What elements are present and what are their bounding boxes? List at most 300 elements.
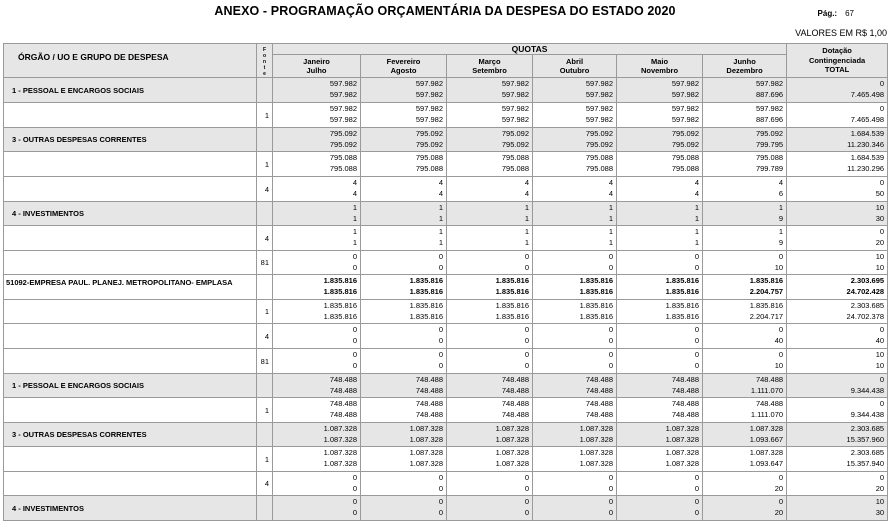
quota-cell — [617, 251, 703, 275]
second-half-value: 0 — [524, 335, 529, 345]
second-half-value: 597.982 — [501, 114, 529, 124]
contingenciada-value: 0 — [879, 325, 885, 334]
first-half-value: 1 — [524, 227, 529, 236]
first-half-value: 748.488 — [415, 399, 443, 408]
quota-cell — [617, 226, 703, 251]
second-half-value: 795.088 — [501, 163, 529, 173]
first-half-value: 795.088 — [501, 153, 529, 162]
fonte-letter: n — [262, 58, 267, 65]
second-half-value: 20 — [774, 483, 784, 493]
quota-cell — [361, 202, 447, 226]
total-cell — [787, 349, 888, 374]
second-half-value: 1 — [524, 213, 529, 223]
first-half-value: 0 — [694, 473, 699, 482]
quota-cell — [533, 300, 617, 324]
first-half-value: 597.982 — [329, 79, 357, 88]
second-half-value: 4 — [608, 188, 613, 198]
quota-cell — [273, 300, 361, 324]
first-half-value: 0 — [694, 325, 699, 334]
first-half-value: 795.092 — [501, 129, 529, 138]
second-half-value: 1.835.816 — [579, 311, 613, 321]
first-half-value: 0 — [352, 350, 357, 359]
first-half-value: 0 — [352, 473, 357, 482]
quota-cell — [447, 103, 533, 128]
page-label: Pág.: — [817, 9, 838, 18]
table-row — [4, 423, 888, 447]
first-half-value: 1.087.328 — [749, 448, 784, 457]
contingenciada-value: 0 — [879, 79, 885, 88]
group-label: 51092-EMPRESA PAUL. PLANEJ. METROPOLITANO- EMPLASA — [4, 275, 257, 300]
second-half-value: 748.488 — [501, 385, 529, 395]
fonte-cell: 81 — [257, 349, 273, 374]
second-half-value: 1 — [352, 237, 357, 247]
fonte-cell — [257, 128, 273, 152]
second-half-value: 0 — [608, 262, 613, 272]
quota-cell — [447, 300, 533, 324]
table-row — [4, 472, 888, 496]
fonte-cell — [257, 374, 273, 398]
total-value: 20 — [875, 483, 885, 493]
first-half-value: 4 — [524, 178, 529, 187]
month-header — [703, 55, 787, 78]
fonte-letter: t — [263, 64, 266, 71]
quota-cell — [617, 496, 703, 521]
second-half-value: 0 — [352, 335, 357, 345]
first-half-value: 795.088 — [329, 153, 357, 162]
quota-cell — [617, 472, 703, 496]
second-half-value: 887.696 — [755, 114, 784, 124]
total-cell — [787, 202, 888, 226]
total-value: 7.465.498 — [850, 89, 885, 99]
first-half-value: 0 — [694, 497, 699, 506]
quota-cell — [273, 447, 361, 472]
second-half-value: 1 — [608, 237, 613, 247]
quota-cell — [447, 472, 533, 496]
second-half-value: 597.982 — [329, 114, 357, 124]
page-number: 67 — [845, 9, 854, 18]
first-half-value: 1.087.328 — [323, 448, 357, 457]
second-half-value: 795.088 — [585, 163, 613, 173]
first-half-value: 0 — [524, 325, 529, 334]
quota-cell — [533, 472, 617, 496]
second-half-value: 1 — [352, 213, 357, 223]
table-row — [4, 349, 888, 374]
quota-cell — [703, 496, 787, 521]
second-half-value: 4 — [352, 188, 357, 198]
quota-cell — [533, 103, 617, 128]
page-indicator — [818, 9, 854, 18]
second-half-value: 2.204.717 — [749, 311, 784, 321]
total-header-line: Dotação — [822, 46, 852, 56]
quota-cell — [703, 226, 787, 251]
quota-cell — [703, 103, 787, 128]
fonte-cell: 4 — [257, 472, 273, 496]
second-half-value: 4 — [694, 188, 699, 198]
first-half-value: 1.087.328 — [409, 448, 443, 457]
second-half-value: 1.835.816 — [409, 311, 443, 321]
quota-cell — [447, 202, 533, 226]
quota-cell — [703, 275, 787, 300]
first-half-value: 597.982 — [755, 79, 784, 88]
quota-cell — [273, 103, 361, 128]
first-half-value: 1 — [438, 203, 443, 212]
second-half-value: 748.488 — [329, 385, 357, 395]
second-half-value: 6 — [778, 188, 784, 198]
total-cell — [787, 496, 888, 521]
second-half-value: 0 — [438, 507, 443, 517]
first-half-value: 4 — [352, 178, 357, 187]
first-half-value: 1.835.816 — [579, 276, 613, 285]
first-half-value: 0 — [438, 350, 443, 359]
table-row — [4, 251, 888, 275]
total-value: 40 — [875, 335, 885, 345]
fonte-letter: e — [263, 70, 266, 77]
quota-cell — [617, 78, 703, 103]
contingenciada-value: 0 — [879, 375, 885, 384]
month-name: Abril — [565, 57, 584, 66]
quota-cell — [273, 251, 361, 275]
quota-cell — [703, 78, 787, 103]
contingenciada-value: 10 — [875, 252, 885, 261]
contingenciada-value: 1.684.539 — [850, 153, 885, 162]
fonte-cell: 4 — [257, 177, 273, 202]
fonte-cell: 4 — [257, 226, 273, 251]
second-half-value: 1.087.328 — [495, 434, 529, 444]
quota-cell — [617, 349, 703, 374]
second-half-value: 2.204.757 — [749, 286, 784, 296]
first-half-value: 0 — [694, 252, 699, 261]
table-row — [4, 177, 888, 202]
first-half-value: 0 — [608, 473, 613, 482]
table-row — [4, 202, 888, 226]
empty-label-cell — [4, 324, 257, 349]
fonte-cell: 81 — [257, 251, 273, 275]
first-half-value: 0 — [524, 252, 529, 261]
contingenciada-value: 2.303.685 — [850, 448, 885, 457]
second-half-value: 748.488 — [671, 409, 699, 419]
quota-cell — [617, 103, 703, 128]
second-half-value: 597.982 — [585, 89, 613, 99]
total-cell — [787, 226, 888, 251]
second-half-value: 748.488 — [329, 409, 357, 419]
second-half-value: 0 — [694, 483, 699, 493]
first-half-value: 0 — [352, 252, 357, 261]
first-half-value: 795.092 — [415, 129, 443, 138]
contingenciada-value: 0 — [879, 399, 885, 408]
second-half-value: 1.835.816 — [409, 286, 443, 296]
first-half-value: 4 — [608, 178, 613, 187]
quota-cell — [617, 374, 703, 398]
second-half-value: 0 — [608, 507, 613, 517]
second-half-value: 1.087.328 — [495, 458, 529, 468]
total-value: 10 — [875, 262, 885, 272]
first-half-value: 0 — [778, 473, 784, 482]
quota-cell — [447, 152, 533, 177]
first-half-value: 748.488 — [329, 375, 357, 384]
quota-cell — [273, 152, 361, 177]
contingenciada-value: 2.303.695 — [850, 276, 885, 285]
month-name: Junho — [733, 57, 756, 66]
second-half-value: 597.982 — [671, 114, 699, 124]
month-header — [361, 55, 447, 78]
empty-label-cell — [4, 447, 257, 472]
contingenciada-value: 2.303.685 — [850, 301, 885, 310]
quota-cell — [447, 349, 533, 374]
empty-label-cell — [4, 251, 257, 275]
quota-cell — [617, 447, 703, 472]
second-half-value: 0 — [694, 262, 699, 272]
second-half-value: 799.795 — [755, 139, 784, 149]
quota-cell — [447, 447, 533, 472]
total-cell — [787, 152, 888, 177]
first-half-value: 748.488 — [671, 399, 699, 408]
quota-cell — [273, 496, 361, 521]
table-row — [4, 324, 888, 349]
contingenciada-value: 10 — [875, 497, 885, 506]
currency-note: VALORES EM R$ 1,00 — [795, 28, 887, 38]
first-half-value: 1 — [694, 227, 699, 236]
table-row — [4, 496, 888, 521]
first-half-value: 748.488 — [755, 399, 784, 408]
first-half-value: 0 — [778, 350, 784, 359]
fonte-cell: 1 — [257, 300, 273, 324]
first-half-value: 0 — [352, 325, 357, 334]
total-cell — [787, 78, 888, 103]
second-half-value: 0 — [694, 507, 699, 517]
second-half-value: 0 — [352, 262, 357, 272]
fonte-cell — [257, 423, 273, 447]
total-header-line: TOTAL — [824, 65, 850, 75]
second-half-value: 1.835.816 — [323, 311, 357, 321]
second-half-value: 795.092 — [415, 139, 443, 149]
month-header — [447, 55, 533, 78]
second-half-value: 1.087.328 — [665, 434, 699, 444]
orgao-header: ÓRGÃO / UO E GRUPO DE DESPESA — [4, 44, 257, 78]
total-value: 24.702.428 — [846, 286, 885, 296]
second-half-value: 1.835.816 — [323, 286, 357, 296]
quota-cell — [361, 251, 447, 275]
contingenciada-value: 0 — [879, 178, 885, 187]
total-value: 10 — [875, 360, 885, 370]
group-label: 4 - INVESTIMENTOS — [4, 496, 257, 521]
quota-cell — [703, 128, 787, 152]
contingenciada-value: 0 — [879, 473, 885, 482]
second-half-value: 1.111.070 — [750, 409, 784, 419]
second-half-value: 1 — [694, 237, 699, 247]
first-half-value: 795.092 — [585, 129, 613, 138]
contingenciada-value: 0 — [879, 227, 885, 236]
second-half-value: 1.835.816 — [579, 286, 613, 296]
first-half-value: 597.982 — [585, 79, 613, 88]
quota-cell — [533, 447, 617, 472]
second-half-value: 887.696 — [755, 89, 784, 99]
total-cell — [787, 374, 888, 398]
quota-cell — [361, 374, 447, 398]
second-half-value: 0 — [438, 483, 443, 493]
table-row — [4, 226, 888, 251]
first-half-value: 0 — [608, 497, 613, 506]
second-half-value: 4 — [438, 188, 443, 198]
first-half-value: 1 — [608, 203, 613, 212]
total-value: 24.702.378 — [846, 311, 885, 321]
second-half-value: 0 — [524, 507, 529, 517]
total-value: 30 — [875, 507, 885, 517]
quota-cell — [361, 447, 447, 472]
table-row — [4, 275, 888, 300]
second-half-value: 0 — [524, 483, 529, 493]
fonte-cell — [257, 496, 273, 521]
total-cell — [787, 103, 888, 128]
second-half-value: 1.835.816 — [495, 311, 529, 321]
total-value: 11.230.346 — [847, 139, 885, 149]
second-half-value: 40 — [774, 335, 784, 345]
quota-cell — [703, 374, 787, 398]
quota-cell — [533, 177, 617, 202]
quota-cell — [361, 398, 447, 423]
first-half-value: 1.835.816 — [323, 276, 357, 285]
second-half-value: 748.488 — [501, 409, 529, 419]
second-half-value: 1.093.667 — [749, 434, 784, 444]
first-half-value: 795.088 — [755, 153, 784, 162]
fonte-letter: F — [262, 46, 267, 53]
quota-cell — [361, 423, 447, 447]
quotas-header: QUOTAS — [273, 44, 787, 55]
fonte-cell — [257, 78, 273, 103]
second-half-value: 1.087.328 — [665, 458, 699, 468]
quota-cell — [447, 275, 533, 300]
first-half-value: 597.982 — [755, 104, 784, 113]
empty-label-cell — [4, 472, 257, 496]
second-half-value: 1.835.816 — [495, 286, 529, 296]
second-half-value: 4 — [524, 188, 529, 198]
quota-cell — [617, 202, 703, 226]
empty-label-cell — [4, 177, 257, 202]
total-cell — [787, 447, 888, 472]
quota-cell — [273, 78, 361, 103]
quota-cell — [273, 398, 361, 423]
first-half-value: 1.835.816 — [495, 276, 529, 285]
quota-cell — [273, 177, 361, 202]
second-half-value: 748.488 — [415, 385, 443, 395]
first-half-value: 597.982 — [415, 104, 443, 113]
second-half-value: 1.087.328 — [323, 458, 357, 468]
second-half-value: 0 — [438, 262, 443, 272]
first-half-value: 1.087.328 — [749, 424, 784, 433]
fonte-cell: 1 — [257, 447, 273, 472]
total-value: 9.344.438 — [850, 385, 885, 395]
quota-cell — [533, 398, 617, 423]
quota-cell — [703, 177, 787, 202]
second-half-value: 795.088 — [415, 163, 443, 173]
quota-cell — [273, 324, 361, 349]
total-cell — [787, 251, 888, 275]
first-half-value: 1.087.328 — [495, 448, 529, 457]
second-half-value: 1.087.328 — [409, 434, 443, 444]
first-half-value: 0 — [524, 473, 529, 482]
quota-cell — [361, 324, 447, 349]
first-half-value: 1.835.816 — [495, 301, 529, 310]
first-half-value: 0 — [778, 252, 784, 261]
quota-cell — [447, 324, 533, 349]
first-half-value: 0 — [438, 497, 443, 506]
quota-cell — [617, 300, 703, 324]
quota-cell — [361, 275, 447, 300]
first-half-value: 748.488 — [585, 375, 613, 384]
second-half-value: 795.092 — [585, 139, 613, 149]
second-half-value: 1.087.328 — [323, 434, 357, 444]
quota-cell — [533, 78, 617, 103]
second-half-value: 1 — [524, 237, 529, 247]
empty-label-cell — [4, 300, 257, 324]
fonte-header — [257, 44, 273, 78]
second-half-value: 1.087.328 — [409, 458, 443, 468]
quota-cell — [273, 202, 361, 226]
fonte-cell: 1 — [257, 103, 273, 128]
second-half-value: 0 — [694, 335, 699, 345]
quota-cell — [447, 398, 533, 423]
group-label: 4 - INVESTIMENTOS — [4, 202, 257, 226]
month-name: Novembro — [640, 66, 679, 75]
second-half-value: 1.093.647 — [749, 458, 784, 468]
empty-label-cell — [4, 398, 257, 423]
first-half-value: 748.488 — [501, 399, 529, 408]
group-label: 1 - PESSOAL E ENCARGOS SOCIAIS — [4, 374, 257, 398]
quota-cell — [273, 472, 361, 496]
quota-cell — [447, 78, 533, 103]
total-cell — [787, 300, 888, 324]
second-half-value: 748.488 — [415, 409, 443, 419]
total-value: 15.357.960 — [846, 434, 885, 444]
first-half-value: 0 — [694, 350, 699, 359]
first-half-value: 597.982 — [671, 79, 699, 88]
quota-cell — [361, 300, 447, 324]
first-half-value: 1.087.328 — [323, 424, 357, 433]
quota-cell — [617, 275, 703, 300]
quota-cell — [703, 324, 787, 349]
first-half-value: 1 — [694, 203, 699, 212]
quota-cell — [703, 423, 787, 447]
table-row — [4, 374, 888, 398]
second-half-value: 795.088 — [329, 163, 357, 173]
second-half-value: 1.087.328 — [579, 458, 613, 468]
empty-label-cell — [4, 103, 257, 128]
contingenciada-value: 0 — [879, 104, 885, 113]
quota-cell — [447, 251, 533, 275]
quota-cell — [703, 152, 787, 177]
quota-cell — [447, 496, 533, 521]
first-half-value: 0 — [524, 350, 529, 359]
first-half-value: 1 — [524, 203, 529, 212]
group-label: 1 - PESSOAL E ENCARGOS SOCIAIS — [4, 78, 257, 103]
first-half-value: 795.088 — [671, 153, 699, 162]
first-half-value: 748.488 — [585, 399, 613, 408]
second-half-value: 597.982 — [415, 114, 443, 124]
first-half-value: 0 — [608, 252, 613, 261]
quota-cell — [533, 496, 617, 521]
table-row — [4, 300, 888, 324]
quota-cell — [361, 226, 447, 251]
table-row — [4, 447, 888, 472]
first-half-value: 748.488 — [329, 399, 357, 408]
quota-cell — [273, 423, 361, 447]
quota-cell — [533, 275, 617, 300]
month-name: Outubro — [559, 66, 590, 75]
month-header — [533, 55, 617, 78]
first-half-value: 795.092 — [755, 129, 784, 138]
second-half-value: 597.982 — [585, 114, 613, 124]
quota-cell — [447, 177, 533, 202]
quota-cell — [273, 275, 361, 300]
